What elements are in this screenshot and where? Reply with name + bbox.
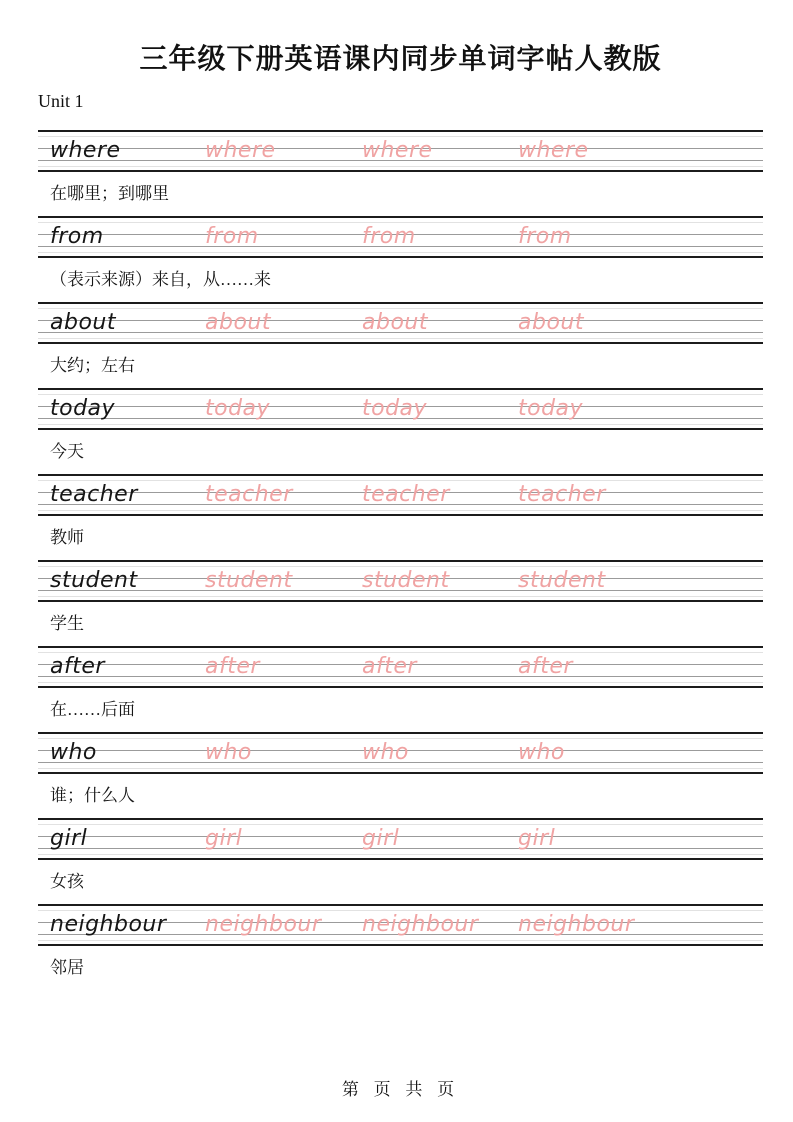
word-trace: today xyxy=(205,396,271,421)
word-trace: where xyxy=(205,138,276,163)
word-trace: who xyxy=(518,740,565,765)
word-trace: neighbour xyxy=(362,912,479,937)
word-trace: where xyxy=(518,138,589,163)
word-entry xyxy=(38,646,763,732)
word-translation: 教师 xyxy=(50,528,84,547)
word-sample: today xyxy=(50,396,116,421)
word-trace: girl xyxy=(205,826,243,851)
word-entry xyxy=(38,130,763,216)
word-trace: teacher xyxy=(205,482,293,507)
word-sample: where xyxy=(50,138,121,163)
word-entry xyxy=(38,302,763,388)
word-entry xyxy=(38,818,763,904)
word-trace: girl xyxy=(362,826,400,851)
word-trace: who xyxy=(362,740,409,765)
practice-stave xyxy=(38,130,763,172)
word-translation: 女孩 xyxy=(50,872,84,891)
page-title: 三年级下册英语课内同步单词字帖人教版 xyxy=(139,43,662,74)
word-trace: who xyxy=(205,740,252,765)
word-translation: 学生 xyxy=(50,614,84,633)
word-sample: student xyxy=(50,568,138,593)
page-footer: 第 页 共 页 xyxy=(341,1080,460,1099)
practice-stave xyxy=(38,732,763,774)
word-entry xyxy=(38,904,763,990)
word-trace: student xyxy=(362,568,450,593)
word-sample: about xyxy=(50,310,116,335)
practice-stave xyxy=(38,646,763,688)
word-sample: neighbour xyxy=(50,912,167,937)
word-trace: about xyxy=(518,310,584,335)
practice-stave xyxy=(38,904,763,946)
unit-label: Unit 1 xyxy=(38,91,84,111)
word-trace: after xyxy=(518,654,573,679)
word-sample: girl xyxy=(50,826,88,851)
word-translation: （表示来源）来自，从……来 xyxy=(50,270,271,289)
practice-stave xyxy=(38,560,763,602)
word-trace: today xyxy=(518,396,584,421)
word-trace: neighbour xyxy=(518,912,635,937)
word-sample: who xyxy=(50,740,97,765)
word-trace: student xyxy=(518,568,606,593)
word-sample: from xyxy=(50,224,104,249)
word-trace: teacher xyxy=(518,482,606,507)
word-trace: neighbour xyxy=(205,912,322,937)
word-trace: today xyxy=(362,396,428,421)
word-translation: 邻居 xyxy=(50,958,84,977)
word-trace: teacher xyxy=(362,482,450,507)
word-trace: from xyxy=(362,224,416,249)
practice-stave xyxy=(38,818,763,860)
word-trace: from xyxy=(518,224,572,249)
word-entry xyxy=(38,216,763,302)
practice-stave xyxy=(38,474,763,516)
word-list xyxy=(38,130,763,990)
practice-stave xyxy=(38,216,763,258)
word-trace: about xyxy=(205,310,271,335)
word-entry xyxy=(38,388,763,474)
word-translation: 大约；左右 xyxy=(50,356,135,375)
word-trace: student xyxy=(205,568,293,593)
word-trace: about xyxy=(362,310,428,335)
word-trace: girl xyxy=(518,826,556,851)
word-sample: teacher xyxy=(50,482,138,507)
word-entry xyxy=(38,474,763,560)
word-sample: after xyxy=(50,654,105,679)
word-entry xyxy=(38,560,763,646)
practice-stave xyxy=(38,302,763,344)
word-trace: from xyxy=(205,224,259,249)
word-translation: 在……后面 xyxy=(50,700,135,719)
word-translation: 在哪里；到哪里 xyxy=(50,184,169,203)
word-entry xyxy=(38,732,763,818)
practice-stave xyxy=(38,388,763,430)
word-trace: where xyxy=(362,138,433,163)
word-trace: after xyxy=(205,654,260,679)
word-translation: 谁；什么人 xyxy=(50,786,135,805)
word-translation: 今天 xyxy=(50,442,84,461)
word-trace: after xyxy=(362,654,417,679)
